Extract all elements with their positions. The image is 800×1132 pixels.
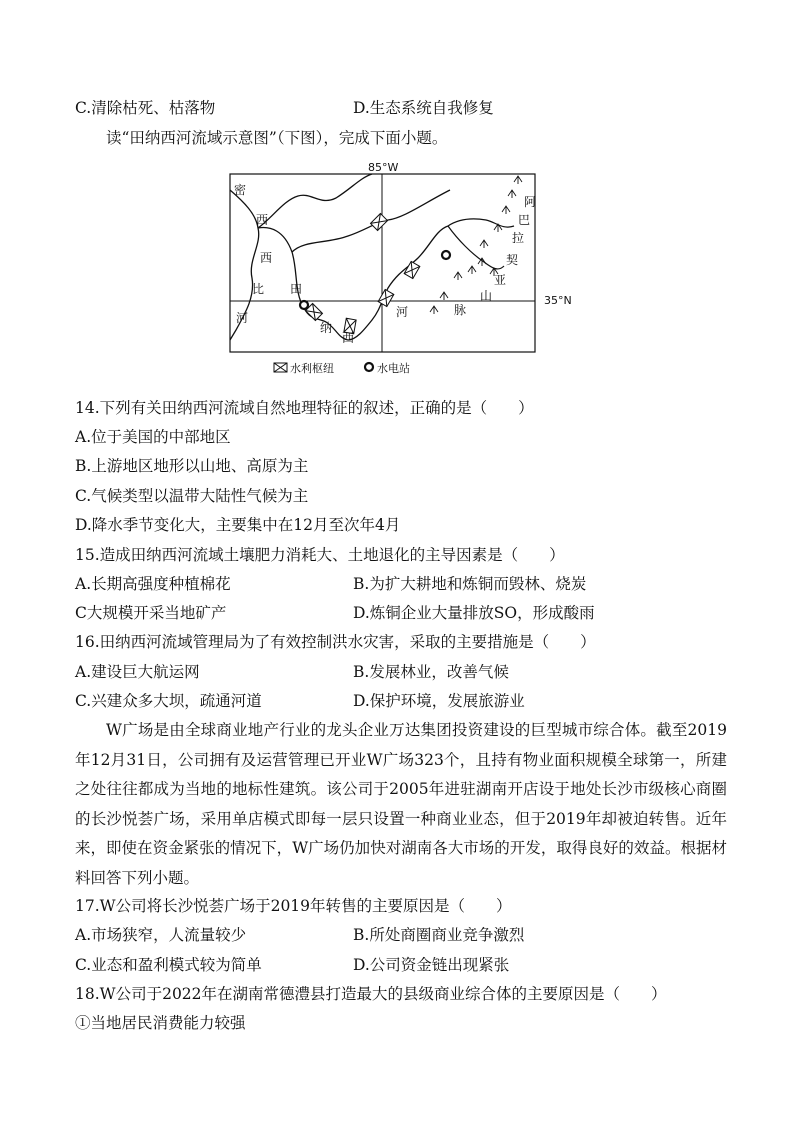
passage-text: W广场是由全球商业地产行业的龙头企业万达集团投资建设的巨型城市综合体。截至2019年12月31日，公司拥有及运营管理已开业W广场323个，且持有物业面积规模全球第一，所建之处往往都成为当地的地标性建筑。该公司于2005年进驻湖南开店设于地处长沙市级核心商圈的长沙悦荟广场，采用单店模式即每一层只设置一种商业业态，但于2019年却被迫转售。近年来，即使在资金紧张的情况下，W广场仍加快对湖南各大市场的开发，取得良好的效益。根据材料回答下列小题。 [75, 721, 727, 887]
q15-option-a: A.长期高强度种植棉花 [75, 575, 231, 593]
q15-option-d: D.炼铜企业大量排放SO，形成酸雨 [353, 604, 595, 622]
question-18-stem: 18.W公司于2022年在湖南常德澧县打造最大的县级商业综合体的主要原因是（ ） [75, 985, 667, 1003]
hydropower-station-icon [300, 301, 308, 309]
legend-dam-label: 水利枢纽 [290, 362, 334, 375]
tennessee-river-basin-map [222, 160, 572, 382]
question-15-stem: 15.造成田纳西河流域土壤肥力消耗大、土地退化的主导因素是（ ） [75, 546, 565, 564]
label-xi2: 西 [260, 251, 273, 265]
label-a: 阿 [524, 195, 537, 209]
parallel-label: 35°N [544, 294, 572, 307]
q16-option-d: D.保护环境，发展旅游业 [353, 692, 525, 710]
q17-option-a: A.市场狭窄，人流量较少 [75, 926, 247, 944]
dam-legend-icon [274, 363, 287, 372]
option-d: D.生态系统自我修复 [353, 99, 494, 117]
label-xi3: 西 [342, 331, 355, 345]
legend [274, 361, 410, 375]
hydropower-station-icon [442, 251, 450, 259]
label-la: 拉 [512, 231, 525, 245]
label-mi: 密 [234, 183, 247, 197]
question-17-stem: 17.W公司将长沙悦荟广场于2019年转售的主要原因是（ ） [75, 897, 512, 915]
map-intro: 读“田纳西河流域示意图”（下图），完成下面小题。 [106, 129, 448, 147]
q16-option-a: A.建设巨大航运网 [75, 663, 200, 681]
q15-option-c: C大规模开采当地矿产 [75, 604, 227, 622]
reading-passage [75, 716, 727, 894]
label-qi: 契 [506, 253, 519, 267]
label-tian: 田 [290, 282, 303, 296]
q16-option-c: C.兴建众多大坝，疏通河道 [75, 692, 262, 710]
label-he1: 河 [236, 311, 249, 325]
question-14-stem: 14.下列有关田纳西河流域自然地理特征的叙述，正确的是（ ） [75, 399, 534, 417]
option-c: C.清除枯死、枯落物 [75, 99, 216, 117]
label-na: 纳 [320, 321, 333, 335]
label-xi1: 西 [256, 213, 269, 227]
q14-option-c: C.气候类型以温带大陆性气候为主 [75, 487, 309, 505]
q17-option-b: B.所处商圈商业竞争激烈 [353, 926, 525, 944]
legend-station-label: 水电站 [377, 362, 410, 375]
meridian-label: 85°W [368, 161, 399, 174]
label-shan: 山 [480, 289, 493, 303]
q17-option-d: D.公司资金链出现紧张 [353, 956, 510, 974]
label-bi: 比 [252, 282, 265, 296]
q18-item-1: ①当地居民消费能力较强 [75, 1014, 246, 1032]
q14-option-b: B.上游地区地形以山地、高原为主 [75, 457, 309, 475]
q15-option-b: B.为扩大耕地和炼铜而毁林、烧炭 [353, 575, 587, 593]
station-legend-icon [365, 363, 373, 371]
label-he2: 河 [396, 305, 409, 319]
label-ya: 亚 [494, 273, 507, 287]
q14-option-a: A.位于美国的中部地区 [75, 428, 231, 446]
question-16-stem: 16.田纳西河流域管理局为了有效控制洪水灾害，采取的主要措施是（ ） [75, 633, 596, 651]
q16-option-b: B.发展林业，改善气候 [353, 663, 509, 681]
label-ba: 巴 [518, 213, 531, 227]
q17-option-c: C.业态和盈利模式较为简单 [75, 956, 262, 974]
label-mai: 脉 [454, 303, 467, 317]
q14-option-d: D.降水季节变化大，主要集中在12月至次年4月 [75, 516, 401, 534]
